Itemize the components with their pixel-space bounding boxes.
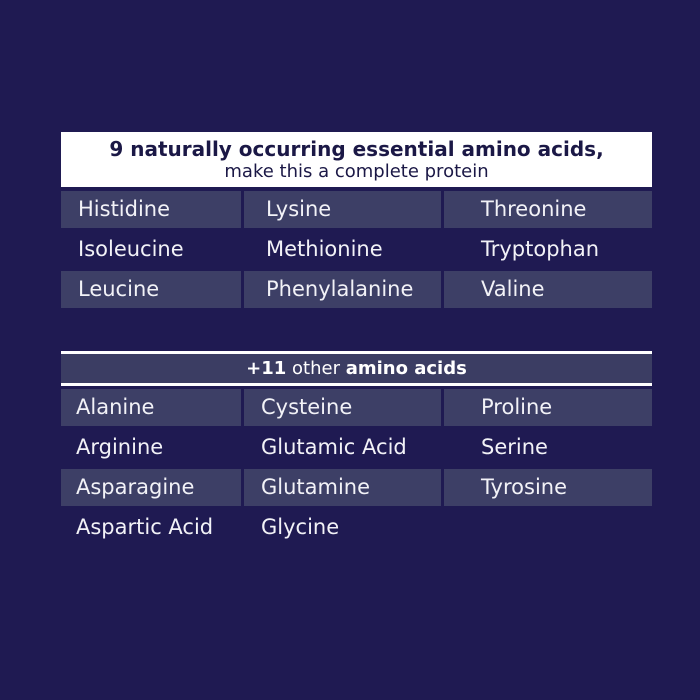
essential-title: 9 naturally occurring essential amino acids, (109, 137, 604, 161)
essential-subtitle: make this a complete protein (224, 161, 489, 182)
other-title-middle: other (292, 358, 340, 379)
essential-header (61, 132, 652, 187)
essential-cell: Valine (444, 271, 652, 308)
other-cell: Tyrosine (444, 469, 652, 506)
essential-amino-acids-table (61, 132, 652, 308)
essential-cell: Phenylalanine (244, 271, 441, 308)
essential-cell: Isoleucine (78, 237, 184, 261)
other-cell: Glutamine (244, 469, 441, 506)
essential-grid (61, 191, 652, 308)
other-grid (61, 389, 652, 546)
other-cell (444, 509, 652, 546)
other-title-bold: amino acids (345, 358, 467, 379)
other-cell: Glutamic Acid (261, 435, 407, 459)
other-cell: Asparagine (61, 469, 241, 506)
other-header (61, 351, 652, 386)
essential-cell: Lysine (244, 191, 441, 228)
other-cell: Cysteine (244, 389, 441, 426)
essential-cell: Tryptophan (481, 237, 600, 261)
other-cell: Alanine (61, 389, 241, 426)
essential-cell: Leucine (61, 271, 241, 308)
other-cell: Arginine (76, 435, 164, 459)
other-cell: Aspartic Acid (76, 515, 214, 539)
other-cell: Proline (444, 389, 652, 426)
other-amino-acids-table (61, 351, 652, 546)
essential-cell: Histidine (61, 191, 241, 228)
other-cell: Glycine (261, 515, 340, 539)
other-title-count: +11 (246, 358, 287, 379)
essential-cell: Threonine (444, 191, 652, 228)
other-cell: Serine (481, 435, 548, 459)
essential-cell: Methionine (266, 237, 383, 261)
